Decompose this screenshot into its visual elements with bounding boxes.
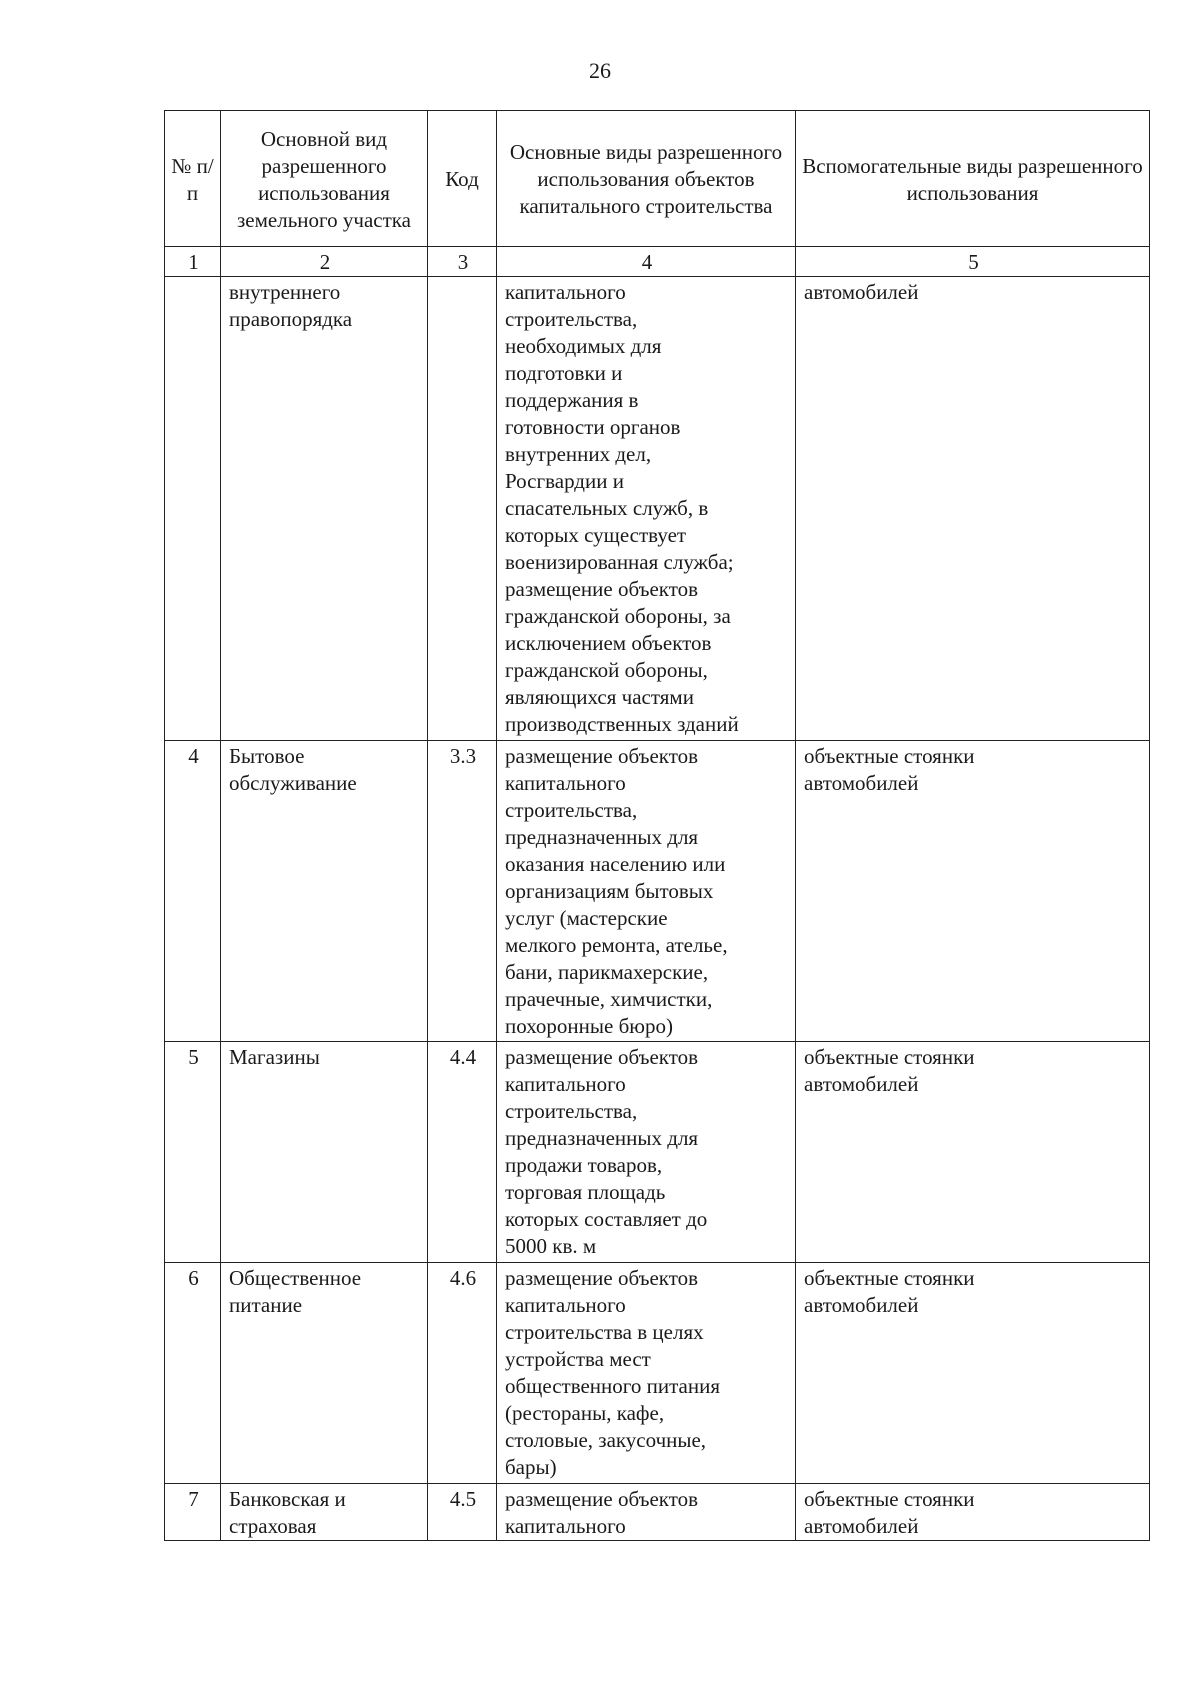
- table-row: [165, 1042, 1150, 1263]
- main-use-cell: Банковская и страховая: [221, 1484, 428, 1541]
- row-number: 6: [165, 1263, 221, 1484]
- table-row: [165, 1484, 1150, 1541]
- code-cell: 4.4: [428, 1042, 497, 1263]
- table-row: [165, 1263, 1150, 1484]
- table-row: [165, 277, 1150, 741]
- column-number: 3: [428, 247, 497, 277]
- code-cell: 4.5: [428, 1484, 497, 1541]
- capital-use-cell: размещение объектов капитального строительства, предназначенных для продажи товаров, торговая площадь которых составляет до 5000 кв. м: [497, 1042, 796, 1263]
- code-cell: [428, 277, 497, 741]
- main-use-cell: внутреннего правопорядка: [221, 277, 428, 741]
- capital-use-cell: размещение объектов капитального строительства в целях устройства мест общественного питания (рестораны, кафе, столовые, закусочные, бары): [497, 1263, 796, 1484]
- header-capital-use: Основные виды разрешенного использования объектов капитального строительства: [497, 111, 796, 247]
- table-row: [165, 741, 1150, 1042]
- main-use-cell: Магазины: [221, 1042, 428, 1263]
- land-use-table: [164, 110, 1150, 1541]
- column-number: 5: [796, 247, 1150, 277]
- main-use-cell: Бытовое обслуживание: [221, 741, 428, 1042]
- column-number: 1: [165, 247, 221, 277]
- row-number: 5: [165, 1042, 221, 1263]
- code-cell: 4.6: [428, 1263, 497, 1484]
- auxiliary-use-cell: объектные стоянки автомобилей: [796, 741, 1150, 1042]
- row-number: 4: [165, 741, 221, 1042]
- row-number: 7: [165, 1484, 221, 1541]
- page-number: 26: [589, 58, 611, 83]
- auxiliary-use-cell: объектные стоянки автомобилей: [796, 1484, 1150, 1541]
- auxiliary-use-cell: объектные стоянки автомобилей: [796, 1263, 1150, 1484]
- column-number: 4: [497, 247, 796, 277]
- row-number: [165, 277, 221, 741]
- column-number-row: [165, 247, 1150, 277]
- main-use-cell: Общественное питание: [221, 1263, 428, 1484]
- auxiliary-use-cell: объектные стоянки автомобилей: [796, 1042, 1150, 1263]
- header-number: № п/п: [165, 111, 221, 247]
- table-header-row: [165, 111, 1150, 247]
- auxiliary-use-cell: автомобилей: [796, 277, 1150, 741]
- header-main-use: Основной вид разрешенного использования земельного участка: [221, 111, 428, 247]
- capital-use-cell: размещение объектов капитального строительства, предназначенных для оказания населению или организациям бытовых услуг (мастерские мелкого ремонта, ателье, бани, парикмахерские, прачечные, химчистки, похоронные бюро): [497, 741, 796, 1042]
- code-cell: 3.3: [428, 741, 497, 1042]
- header-code: Код: [428, 111, 497, 247]
- column-number: 2: [221, 247, 428, 277]
- header-auxiliary-use: Вспомогательные виды разрешенного использования: [796, 111, 1150, 247]
- capital-use-cell: капитального строительства, необходимых для подготовки и поддержания в готовности органов внутренних дел, Росгвардии и спасательных служб, в которых существует военизированная служба; размещение объектов гражданской обороны, за исключением объектов гражданской обороны, являющихся частями производственных зданий: [497, 277, 796, 741]
- capital-use-cell: размещение объектов капитального: [497, 1484, 796, 1541]
